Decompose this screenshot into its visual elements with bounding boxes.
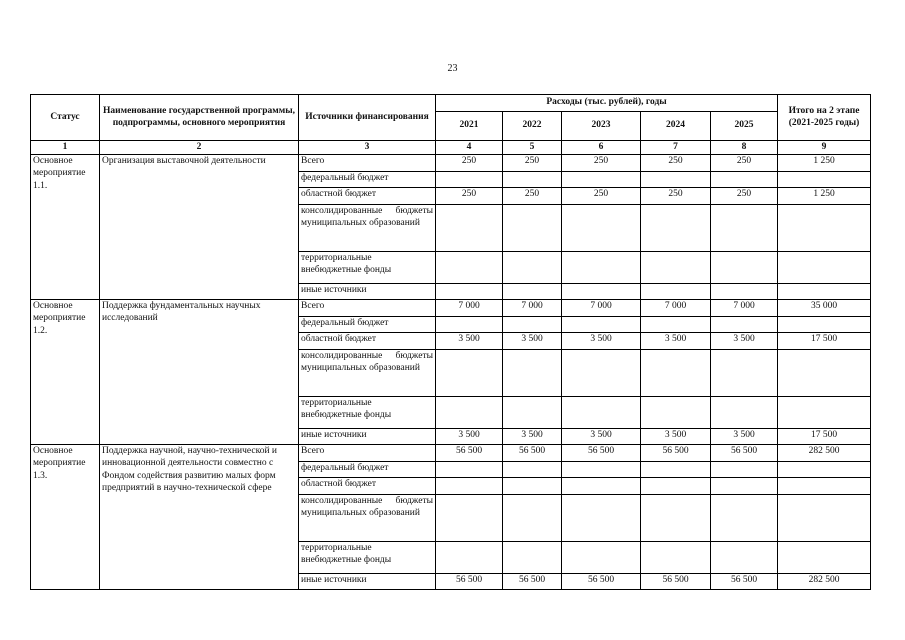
source-cell: консолидированные бюджеты муниципальных образований	[299, 494, 436, 541]
table-row	[31, 299, 871, 316]
value-cell: 56 500	[503, 573, 562, 589]
budget-table	[30, 94, 871, 590]
header-expenses: Расходы (тыс. рублей), годы	[436, 95, 778, 112]
value-cell: 56 500	[711, 444, 778, 461]
value-cell: 250	[562, 154, 641, 171]
total-cell: 282 500	[778, 444, 871, 461]
header-year: 2023	[562, 112, 641, 141]
value-cell	[503, 251, 562, 283]
total-cell	[778, 349, 871, 396]
value-cell: 250	[641, 154, 711, 171]
value-cell	[562, 251, 641, 283]
value-cell	[562, 316, 641, 332]
total-cell	[778, 204, 871, 251]
value-cell: 3 500	[641, 428, 711, 444]
value-cell	[562, 171, 641, 187]
value-cell	[641, 396, 711, 428]
value-cell: 250	[436, 187, 503, 204]
value-cell	[711, 494, 778, 541]
total-cell	[778, 251, 871, 283]
total-cell: 35 000	[778, 299, 871, 316]
source-cell: иные источники	[299, 283, 436, 299]
table-row	[31, 444, 871, 461]
source-cell: иные источники	[299, 573, 436, 589]
value-cell	[436, 396, 503, 428]
value-cell	[562, 541, 641, 573]
header-year: 2021	[436, 112, 503, 141]
value-cell	[436, 204, 503, 251]
value-cell: 3 500	[503, 332, 562, 349]
value-cell: 3 500	[436, 428, 503, 444]
value-cell	[562, 283, 641, 299]
value-cell: 7 000	[641, 299, 711, 316]
value-cell	[641, 316, 711, 332]
total-cell	[778, 171, 871, 187]
value-cell: 250	[503, 187, 562, 204]
value-cell	[711, 283, 778, 299]
source-cell: федеральный бюджет	[299, 171, 436, 187]
value-cell: 3 500	[436, 332, 503, 349]
source-cell: иные источники	[299, 428, 436, 444]
value-cell	[503, 349, 562, 396]
column-number: 5	[503, 141, 562, 155]
source-cell: областной бюджет	[299, 187, 436, 204]
header-total: Итого на 2 этапе (2021-2025 годы)	[778, 95, 871, 141]
value-cell	[436, 283, 503, 299]
value-cell: 56 500	[711, 573, 778, 589]
value-cell	[562, 396, 641, 428]
value-cell	[641, 349, 711, 396]
value-cell	[562, 461, 641, 477]
status-cell: Основное мероприятие 1.2.	[31, 299, 100, 444]
total-cell: 282 500	[778, 573, 871, 589]
total-cell	[778, 494, 871, 541]
value-cell	[711, 541, 778, 573]
value-cell: 7 000	[711, 299, 778, 316]
header-year: 2024	[641, 112, 711, 141]
value-cell	[711, 204, 778, 251]
value-cell: 250	[711, 187, 778, 204]
header-sources: Источники финансирования	[299, 95, 436, 141]
value-cell: 250	[436, 154, 503, 171]
value-cell	[641, 477, 711, 494]
value-cell	[562, 477, 641, 494]
value-cell	[436, 477, 503, 494]
table-row	[31, 154, 871, 171]
source-cell: территориальные внебюджетные фонды	[299, 251, 436, 283]
value-cell	[503, 461, 562, 477]
value-cell	[562, 494, 641, 541]
value-cell: 56 500	[641, 444, 711, 461]
value-cell: 3 500	[562, 428, 641, 444]
value-cell	[503, 316, 562, 332]
column-number: 6	[562, 141, 641, 155]
status-cell: Основное мероприятие 1.1.	[31, 154, 100, 299]
value-cell	[641, 283, 711, 299]
value-cell	[503, 396, 562, 428]
header-status: Статус	[31, 95, 100, 141]
status-cell: Основное мероприятие 1.3.	[31, 444, 100, 589]
value-cell: 250	[641, 187, 711, 204]
value-cell	[503, 477, 562, 494]
page-number: 23	[447, 63, 458, 74]
value-cell	[711, 396, 778, 428]
header-name: Наименование государственной программы, подпрограммы, основного мероприятия	[100, 95, 299, 141]
value-cell: 3 500	[641, 332, 711, 349]
source-cell: областной бюджет	[299, 477, 436, 494]
source-cell: консолидированные бюджеты муниципальных образований	[299, 204, 436, 251]
source-cell: федеральный бюджет	[299, 461, 436, 477]
value-cell	[436, 541, 503, 573]
value-cell	[711, 461, 778, 477]
value-cell	[711, 251, 778, 283]
header-year: 2025	[711, 112, 778, 141]
value-cell: 56 500	[641, 573, 711, 589]
value-cell	[503, 494, 562, 541]
value-cell	[436, 349, 503, 396]
column-number: 2	[100, 141, 299, 155]
total-cell: 17 500	[778, 332, 871, 349]
total-cell	[778, 477, 871, 494]
column-number: 8	[711, 141, 778, 155]
value-cell	[641, 204, 711, 251]
value-cell: 250	[562, 187, 641, 204]
value-cell	[436, 171, 503, 187]
source-cell: Всего	[299, 299, 436, 316]
value-cell: 56 500	[436, 573, 503, 589]
value-cell	[711, 316, 778, 332]
total-cell	[778, 541, 871, 573]
value-cell: 3 500	[711, 332, 778, 349]
value-cell: 3 500	[711, 428, 778, 444]
value-cell: 56 500	[562, 444, 641, 461]
value-cell	[436, 251, 503, 283]
column-number: 1	[31, 141, 100, 155]
value-cell	[641, 251, 711, 283]
measure-name-cell: Поддержка фундаментальных научных исследований	[100, 299, 299, 444]
column-number: 7	[641, 141, 711, 155]
total-cell: 1 250	[778, 154, 871, 171]
value-cell	[711, 171, 778, 187]
value-cell: 250	[711, 154, 778, 171]
value-cell: 56 500	[503, 444, 562, 461]
column-number-row	[31, 141, 871, 155]
source-cell: областной бюджет	[299, 332, 436, 349]
source-cell: консолидированные бюджеты муниципальных образований	[299, 349, 436, 396]
value-cell	[436, 316, 503, 332]
value-cell: 56 500	[562, 573, 641, 589]
value-cell	[562, 204, 641, 251]
header-year: 2022	[503, 112, 562, 141]
total-cell	[778, 461, 871, 477]
total-cell	[778, 316, 871, 332]
value-cell: 3 500	[562, 332, 641, 349]
value-cell	[503, 541, 562, 573]
total-cell	[778, 283, 871, 299]
value-cell	[436, 494, 503, 541]
source-cell: территориальные внебюджетные фонды	[299, 541, 436, 573]
value-cell: 56 500	[436, 444, 503, 461]
source-cell: Всего	[299, 154, 436, 171]
table-body	[31, 154, 871, 589]
source-cell: федеральный бюджет	[299, 316, 436, 332]
value-cell	[711, 477, 778, 494]
source-cell: Всего	[299, 444, 436, 461]
measure-name-cell: Организация выставочной деятельности	[100, 154, 299, 299]
total-cell: 17 500	[778, 428, 871, 444]
value-cell	[436, 461, 503, 477]
value-cell: 3 500	[503, 428, 562, 444]
column-number: 9	[778, 141, 871, 155]
total-cell	[778, 396, 871, 428]
value-cell	[641, 494, 711, 541]
value-cell: 7 000	[562, 299, 641, 316]
source-cell: территориальные внебюджетные фонды	[299, 396, 436, 428]
value-cell	[503, 204, 562, 251]
value-cell: 7 000	[503, 299, 562, 316]
value-cell	[641, 461, 711, 477]
column-number: 3	[299, 141, 436, 155]
value-cell: 250	[503, 154, 562, 171]
value-cell	[641, 541, 711, 573]
column-number: 4	[436, 141, 503, 155]
value-cell: 7 000	[436, 299, 503, 316]
value-cell	[503, 283, 562, 299]
value-cell	[641, 171, 711, 187]
measure-name-cell: Поддержка научной, научно-технической и инновационной деятельности совместно с Фондом содействия развитию малых форм предприятий в научно-технической сфере	[100, 444, 299, 589]
value-cell	[562, 349, 641, 396]
value-cell	[503, 171, 562, 187]
value-cell	[711, 349, 778, 396]
total-cell: 1 250	[778, 187, 871, 204]
